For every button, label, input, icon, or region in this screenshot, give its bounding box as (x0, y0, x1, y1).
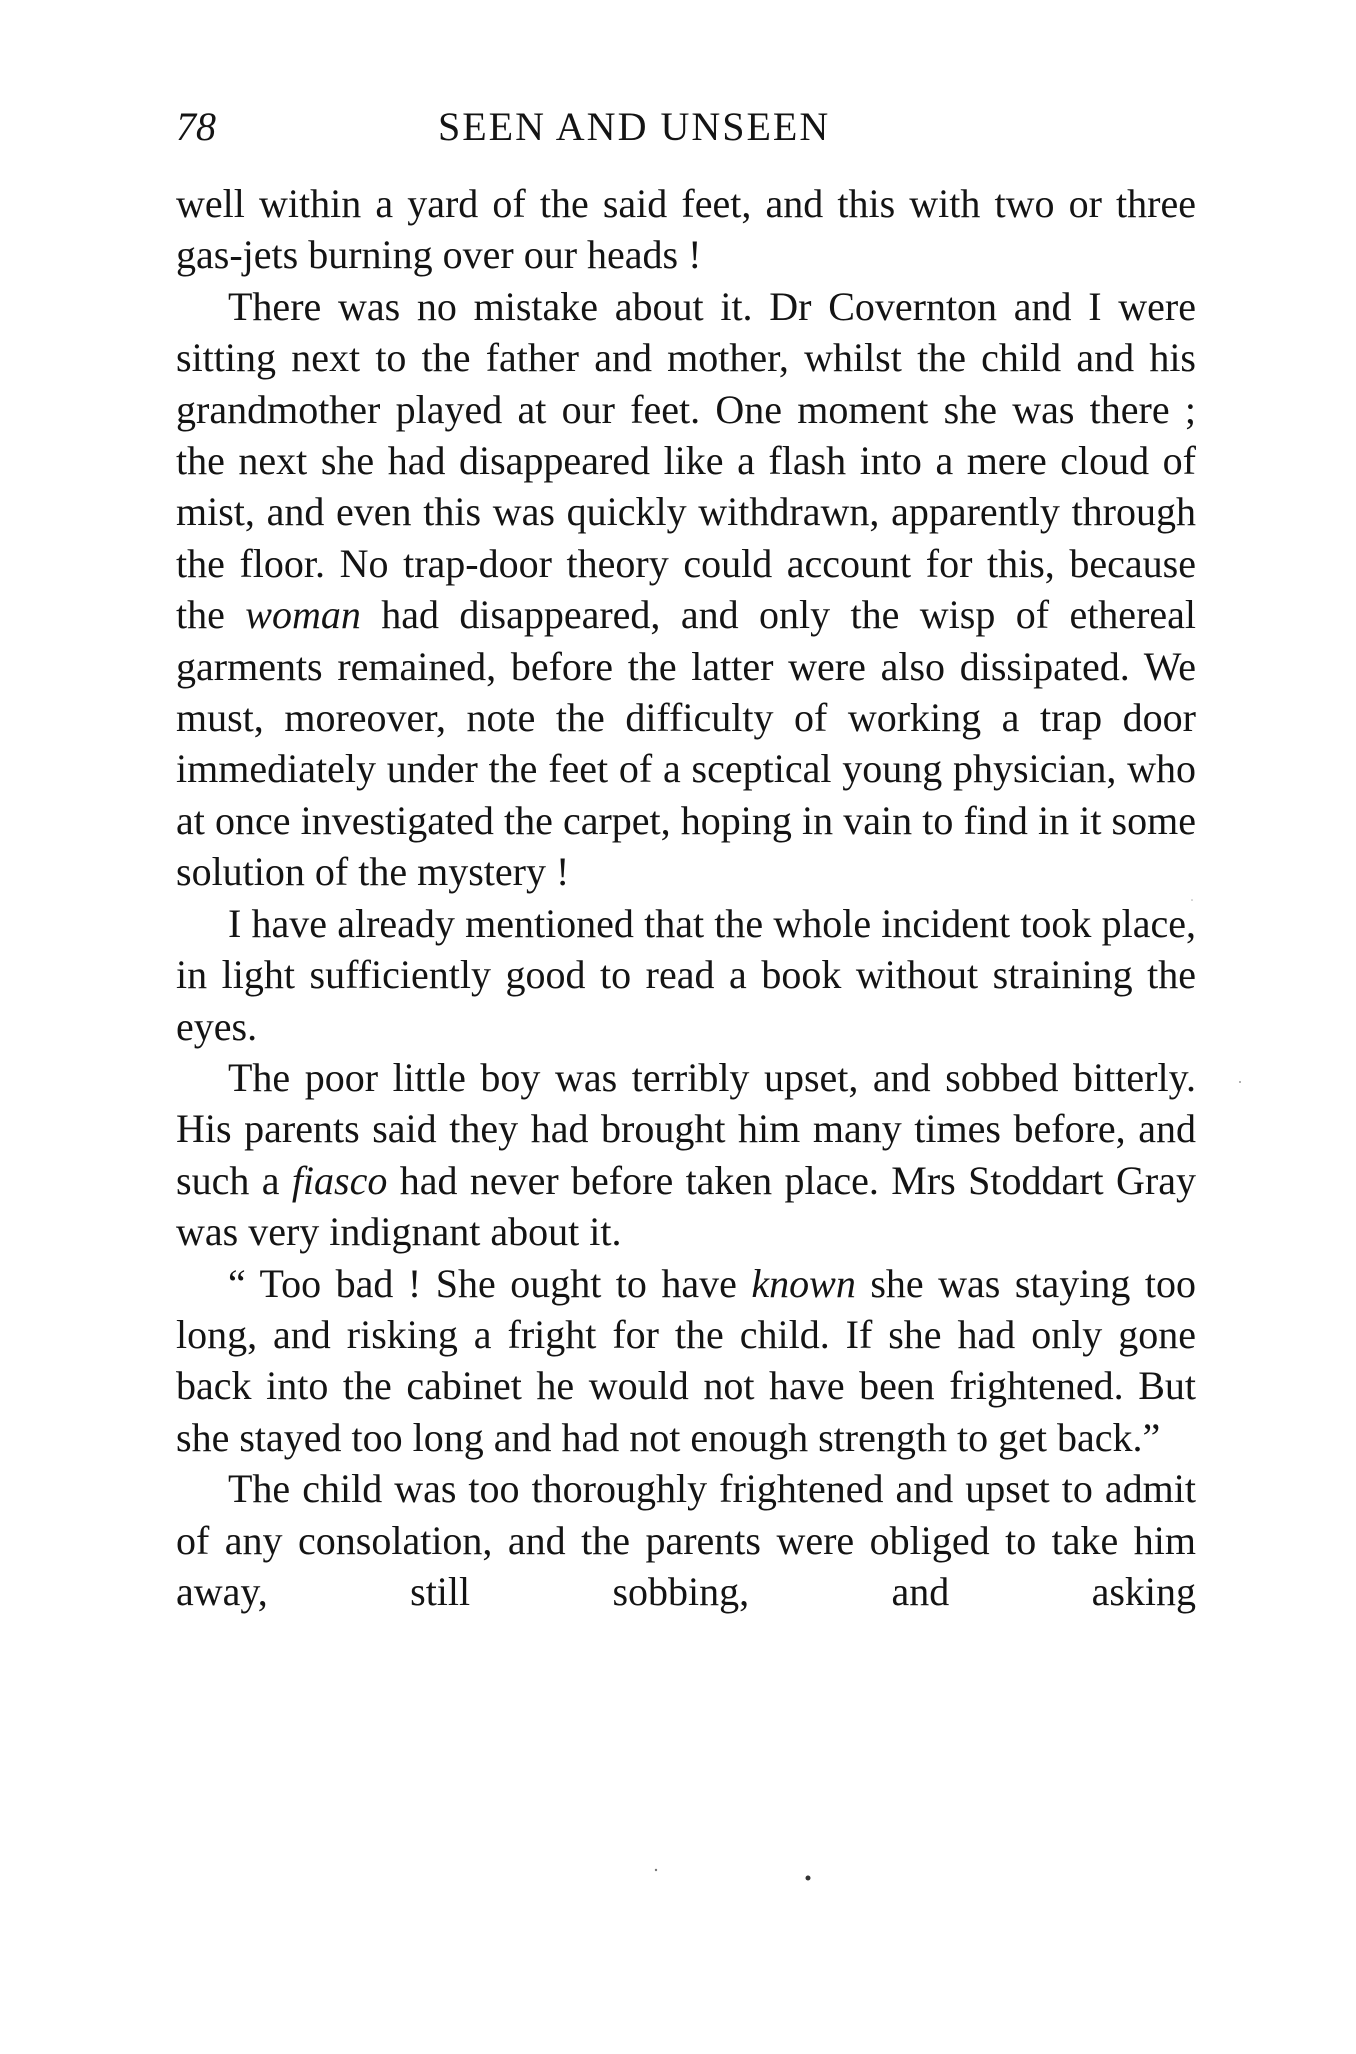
text-run: well within a yard of the said feet, and this with two or three gas-jets burning over our heads ! (176, 181, 1196, 278)
page-number: 78 (176, 104, 216, 149)
speck-mark (1191, 899, 1193, 901)
speck-mark (655, 1869, 657, 1871)
speck-mark (1239, 1081, 1241, 1083)
text-run: “ Too bad ! She ought to have (228, 1260, 752, 1306)
text-run: I have already mentioned that the whole incident took place, in light sufficiently good to read a book without straining the eyes. (176, 900, 1196, 1049)
text-run: The poor little boy was terribly upset, and sobbed bitterly. His parents said they had brought him many times before, and such a (176, 1054, 1196, 1203)
text-run: The child was too thoroughly frightened and upset to admit of any consolation, and the parents were obliged to take him away, still sobbing, and asking (176, 1466, 1196, 1614)
text-run: had never before taken place. Mrs Stoddart Gray was very indignant about it. (176, 1157, 1196, 1255)
text-run: she was staying too long, and risking a fright for the child. If she had only gone back into the cabinet he would not have been frightened. But she stayed too long and had not enough strength to get back.” (176, 1260, 1197, 1460)
italic-text-run: fiasco (291, 1157, 388, 1203)
text-run: There was no mistake about it. Dr Covernton and I were sitting next to the father and mother, whilst the child and his grandmother played at our feet. One moment she was there ; the next she had disappeared like a flash into a mere cloud of mist, and even this was quickly withdrawn, apparently through the floor. No trap-door theory could account for this, because the (176, 283, 1196, 638)
running-head: SEEN AND UNSEEN (438, 104, 831, 149)
text-run: had disappeared, and only the wisp of ethereal garments remained, before the latter were also dissipated. We must, moreover, note the difficulty of working a trap door immediately under the feet of a sceptical young physician, who at once investigated the carpet, hoping in vain to find in it some solution of the mystery ! (176, 592, 1197, 895)
speck-mark (806, 1876, 811, 1881)
italic-text-run: known (751, 1260, 856, 1306)
italic-text-run: woman (245, 592, 361, 638)
